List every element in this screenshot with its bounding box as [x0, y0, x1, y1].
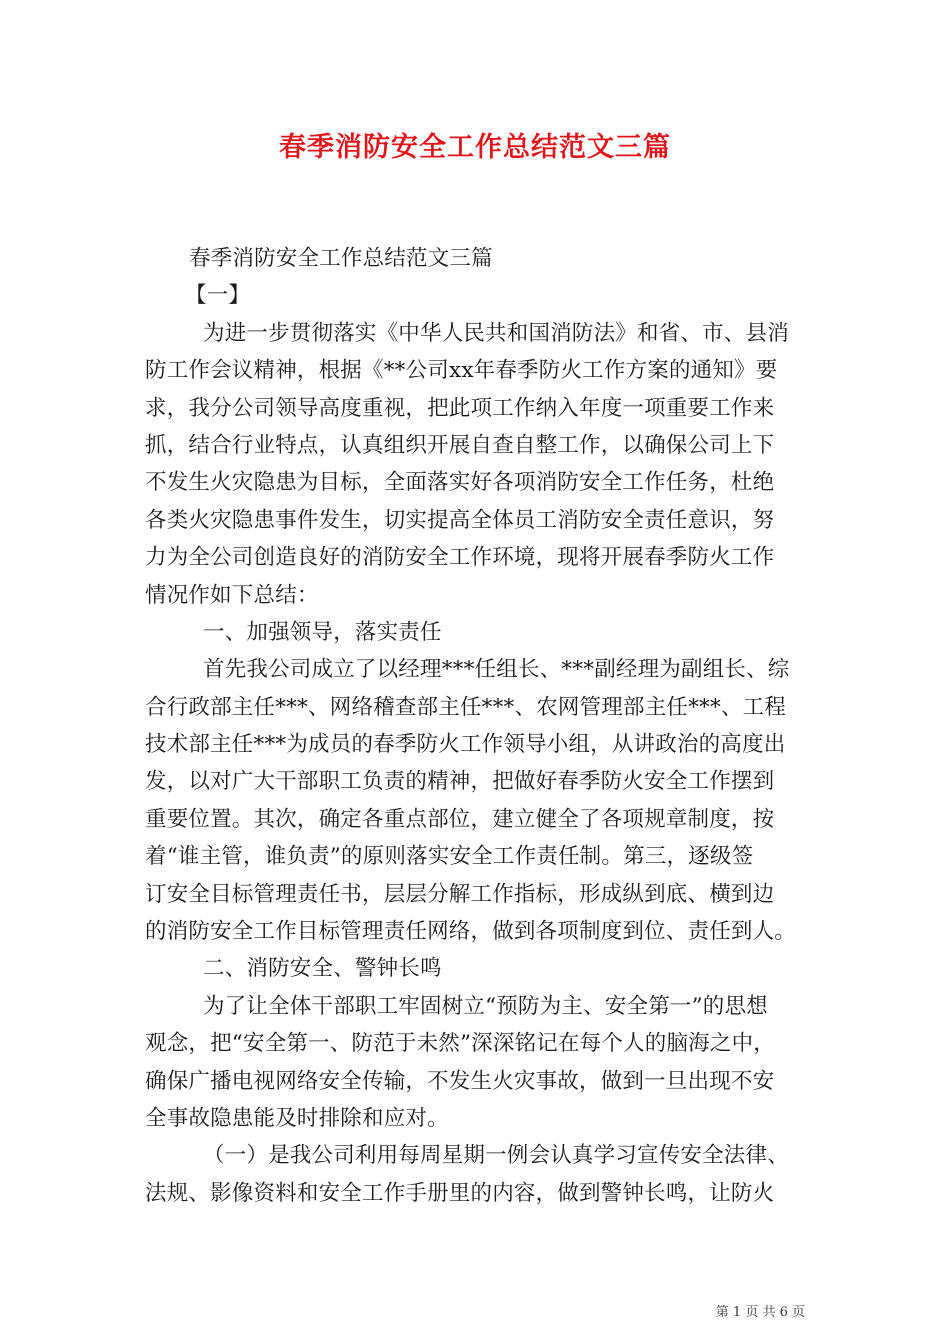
paragraph-line: 观念，把“安全第一、防范于未然”深深铭记在每个人的脑海之中， [145, 1031, 775, 1057]
page-title: 春季消防安全工作总结范文三篇 [279, 132, 671, 163]
paragraph-line: 订安全目标管理责任书，层层分解工作指标，形成纵到底、横到边 [145, 881, 775, 907]
paragraph-line: 的消防安全工作目标管理责任网络，做到各项制度到位、责任到人。 [145, 919, 797, 945]
paragraph-line: 为进一步贯彻落实《中华人民共和国消防法》和省、市、县消 [203, 320, 789, 346]
paragraph-line: 合行政部主任***、网络稽查部主任***、农网管理部主任***、工程 [145, 694, 787, 720]
paragraph-line: 技术部主任***为成员的春季防火工作领导小组，从讲政治的高度出 [145, 732, 786, 758]
paragraph-line: 首先我公司成立了以经理***任组长、***副经理为副组长、综 [203, 657, 790, 683]
paragraph-line: 求，我分公司领导高度重视，把此项工作纳入年度一项重要工作来 [145, 395, 775, 421]
paragraph-line: 防工作会议精神，根据《**公司xx年春季防火工作方案的通知》要 [145, 358, 778, 384]
paragraph-line: 发，以对广大干部职工负责的精神，把做好春季防火安全工作摆到 [145, 769, 775, 795]
section-marker: 【一】 [185, 283, 251, 309]
document-body [145, 240, 813, 1212]
paragraph-line: （一）是我公司利用每周星期一例会认真学习宣传安全法律、 [203, 1143, 789, 1169]
paragraph-line: 法规、影像资料和安全工作手册里的内容，做到警钟长鸣，让防火 [145, 1180, 775, 1206]
section-heading: 一、加强领导，落实责任 [203, 619, 442, 645]
page-number: 第 1 页 共 6 页 [715, 1305, 805, 1320]
paragraph-line: 着“谁主管，谁负责”的原则落实安全工作责任制。第三，逐级签 [145, 844, 754, 870]
paragraph-line: 为了让全体干部职工牢固树立“预防为主、安全第一”的思想 [203, 993, 768, 1019]
subtitle-line: 春季消防安全工作总结范文三篇 [189, 246, 493, 271]
paragraph-line: 各类火灾隐患事件发生，切实提高全体员工消防安全责任意识，努 [145, 507, 775, 533]
paragraph-line: 确保广播电视网络安全传输，不发生火灾事故，做到一旦出现不安 [145, 1068, 775, 1094]
paragraph-line: 不发生火灾隐患为目标，全面落实好各项消防安全工作任务，杜绝 [145, 470, 775, 496]
paragraph-line: 重要位置。其次，确定各重点部位，建立健全了各项规章制度，按 [145, 806, 775, 832]
section-heading: 二、消防安全、警钟长鸣 [203, 956, 442, 982]
paragraph-line: 抓，结合行业特点，认真组织开展自查自整工作，以确保公司上下 [145, 432, 775, 458]
paragraph-line: 情况作如下总结： [145, 582, 319, 608]
paragraph-line: 力为全公司创造良好的消防安全工作环境，现将开展春季防火工作 [145, 545, 775, 571]
paragraph-line: 全事故隐患能及时排除和应对。 [145, 1105, 449, 1131]
